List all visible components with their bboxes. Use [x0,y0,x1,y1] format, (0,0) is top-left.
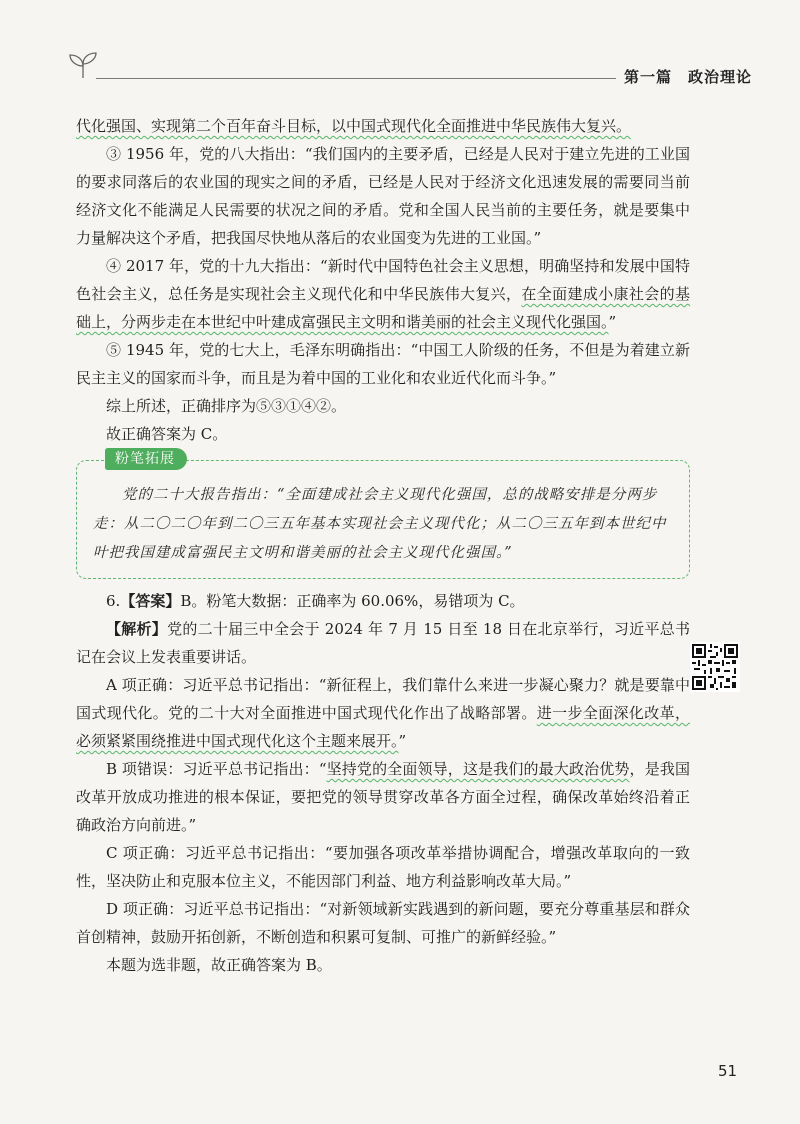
header-rule [96,78,616,79]
analysis-text: 党的二十届三中全会于 2024 年 7 月 15 日至 18 日在北京举行，习近平总书记在会议上发表重要讲话。 [76,620,690,666]
text-span: ” [398,732,407,750]
extension-label: 粉笔拓展 [105,448,187,470]
text-span: ④ 2017 年，党的十九大指出：“新时代中国特色社会主义思想，明确坚持和发展中国特色社会主义，总任务是实现社会主义现代化和中华民族伟大复兴， [76,257,690,303]
option-c: C 项正确：习近平总书记指出：“要加强各项改革举措协调配合，增强改革取向的一致性，坚决防止和克服本位主义，不能因部门利益、地方利益影响改革大局。” [76,844,690,890]
highlight: 代化强国、实现第二个百年奋斗目标，以中国式现代化全面推进中华民族伟大复兴。 [76,117,632,135]
page-content [76,112,690,979]
answer-tag: 【答案】 [120,592,181,610]
header-title: 第一篇 政治理论 [624,68,753,86]
answer-line [76,587,690,615]
option-d: D 项正确：习近平总书记指出：“对新领域新实践遇到的新问题，要充分尊重基层和群众首创精神，鼓励开拓创新，不断创造和积累可复制、可推广的新鲜经验。” [76,900,690,946]
paragraph [76,112,690,140]
highlight: 坚持党的全面领导，这是我们的最大政治优势 [326,760,630,778]
paragraph [76,252,690,336]
text-span: ，是我国改革开放成功推进的根本保证，要把党的领导贯穿改革各方面全过程，确保改革始终沿着正确政治方向前进。” [76,760,690,834]
paragraph: ⑤ 1945 年，党的七大上，毛泽东明确指出：“中国工人阶级的任务，不但是为着建立新民主主义的国家而斗争，而且是为着中国的工业化和农业近代化而斗争。” [76,341,690,387]
highlight: 进一步全面深化改革，必须紧紧围绕推进中国式现代化这个主题来展开。 [76,704,690,750]
qr-code-icon[interactable] [690,642,740,692]
page-number: 51 [718,1062,738,1080]
option-b [76,755,690,839]
question-number: 6. [106,592,121,610]
text-span: A 项正确：习近平总书记指出：“新征程上，我们靠什么来进一步凝心聚力？就是要靠中国式现代化。党的二十大对全面推进中国式现代化作出了战略部署。 [76,676,690,722]
analysis-line [76,615,690,671]
paragraph: 故正确答案为 C。 [106,425,228,443]
text-span: B 项错误：习近平总书记指出：“ [106,760,327,778]
sprout-icon [66,50,100,80]
option-a [76,671,690,755]
paragraph: ③ 1956 年，党的八大指出：“我们国内的主要矛盾，已经是人民对于建立先进的工业国的要求同落后的农业国的现实之间的矛盾，已经是人民对于经济文化迅速发展的需要同当前经济文化不能满足人民需要的状况之间的矛盾。党和全国人民当前的主要任务，就是要集中力量解决这个矛盾，把我国尽快地从落后的农业国变为先进的工业国。” [76,145,690,247]
analysis-tag: 【解析】 [106,620,168,638]
extension-text: 党的二十大报告指出：“全面建成社会主义现代化强国，总的战略安排是分两步走：从二〇二〇年到二〇三五年基本实现社会主义现代化；从二〇三五年到本世纪中叶把我国建成富强民主文明和谐美丽的社会主义现代化强国。” [93,487,667,561]
paragraph: 综上所述，正确排序为⑤③①④②。 [106,397,347,415]
conclusion: 本题为选非题，故正确答案为 B。 [106,956,332,974]
text-span: ” [608,313,617,331]
answer-text: B。粉笔大数据：正确率为 60.06%，易错项为 C。 [180,592,525,610]
highlight: 在全面建成小康社会的基础上，分两步走在本世纪中叶建成富强民主文明和谐美丽的社会主义现代化强国。 [76,285,690,331]
extension-box [76,451,690,579]
